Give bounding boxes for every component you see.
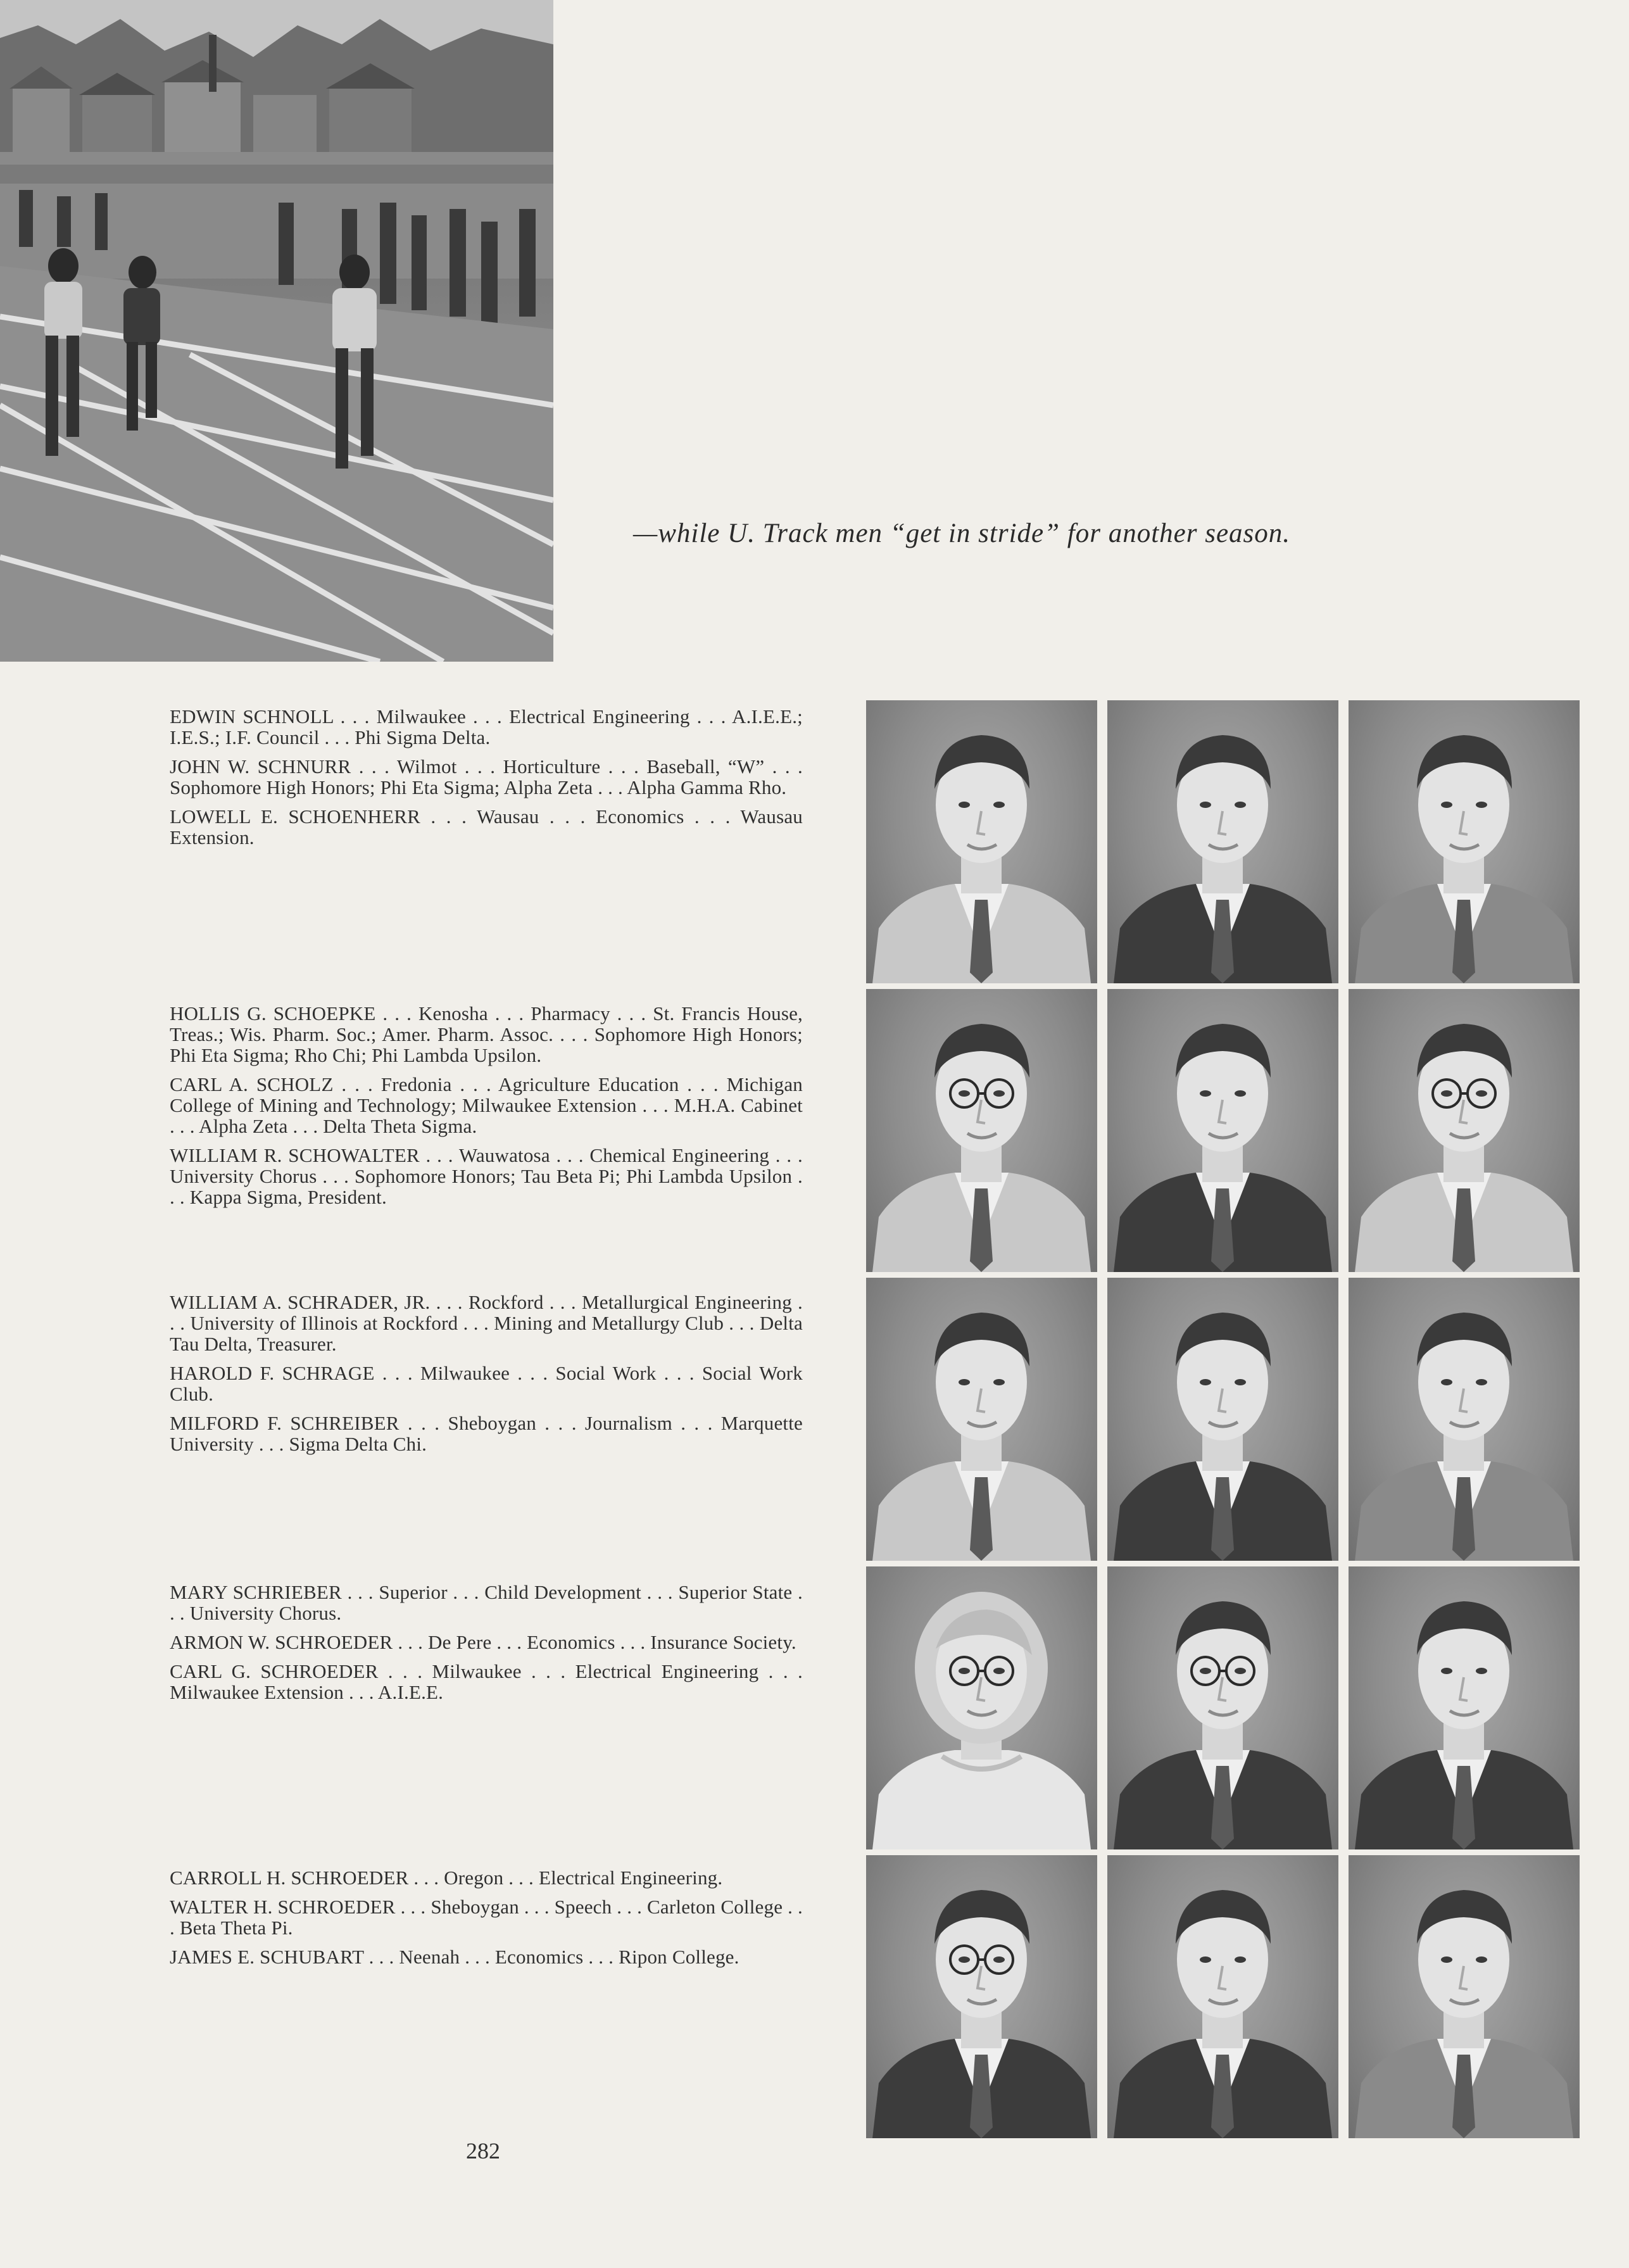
portrait-grid [866,700,1580,2139]
biography-entry: LOWELL E. SCHOENHERR . . . Wausau . . . Economics . . . Wausau Extension. [170,805,803,848]
biography-entry: WALTER H. SCHROEDER . . . Sheboygan . . . Speech . . . Carleton College . . . Beta Theta Pi. [170,1896,803,1939]
biography-entry: CARROLL H. SCHROEDER . . . Oregon . . . Electrical Engineering. [170,1867,723,1889]
entry-group-2 [170,1003,803,1216]
portrait-william-schrader [866,1278,1097,1561]
track-photo-image [0,0,553,662]
biography-entry: CARL A. SCHOLZ . . . Fredonia . . . Agriculture Education . . . Michigan College of Mining and Technology; Milwaukee Extension . . . M.H.A. Cabinet . . . Alpha Zeta . . . Delta Theta Sigma. [170,1073,803,1137]
portrait-armon-schroeder [1107,1566,1338,1849]
track-photo [0,0,553,662]
biography-entry: HAROLD F. SCHRAGE . . . Milwaukee . . . Social Work . . . Social Work Club. [170,1362,803,1405]
biography-entry: EDWIN SCHNOLL . . . Milwaukee . . . Electrical Engineering . . . A.I.E.E.; I.E.S.; I.F. Council . . . Phi Sigma Delta. [170,705,803,748]
portrait-walter-schroeder [1107,1855,1338,2138]
photo-caption: —while U. Track men “get in stride” for another season. [633,519,1291,548]
portrait-carl-schroeder [1349,1566,1580,1849]
entry-group-3 [170,1292,803,1463]
portrait-lowell-schoenherr [1349,700,1580,983]
biography-entry: JAMES E. SCHUBART . . . Neenah . . . Economics . . . Ripon College. [170,1946,739,1968]
portrait-edwin-schnoll [866,700,1097,983]
portrait-james-schubart [1349,1855,1580,2138]
entry-group-5 [170,1867,803,1975]
portrait-hollis-schoepke [866,989,1097,1272]
portrait-harold-schrage [1107,1278,1338,1561]
portrait-carl-scholz [1107,989,1338,1272]
biography-entry: WILLIAM A. SCHRADER, JR. . . . Rockford . . . Metallurgical Engineering . . . University of Illinois at Rockford . . . Mining and Metallurgy Club . . . Delta Tau Delta, Treasurer. [170,1291,803,1355]
biography-entry: CARL G. SCHROEDER . . . Milwaukee . . . Electrical Engineering . . . Milwaukee Extension . . . A.I.E.E. [170,1660,803,1703]
portrait-milford-schreiber [1349,1278,1580,1561]
biography-entry: ARMON W. SCHROEDER . . . De Pere . . . Economics . . . Insurance Society. [170,1631,796,1653]
biography-entry: WILLIAM R. SCHOWALTER . . . Wauwatosa . . . Chemical Engineering . . . University Chorus . . . Sophomore Honors; Tau Beta Pi; Phi Lambda Upsilon . . . Kappa Sigma, President. [170,1144,803,1208]
biography-entry: JOHN W. SCHNURR . . . Wilmot . . . Horticulture . . . Baseball, “W” . . . Sophomore High Honors; Phi Eta Sigma; Alpha Zeta . . . Alpha Gamma Rho. [170,755,803,798]
portrait-william-schowalter [1349,989,1580,1272]
biography-entry: HOLLIS G. SCHOEPKE . . . Kenosha . . . Pharmacy . . . St. Francis House, Treas.; Wis. Pharm. Soc.; Amer. Pharm. Assoc. . . . Sophomore High Honors; Phi Eta Sigma; Rho Chi; Phi Lambda Upsilon. [170,1002,803,1066]
portrait-carroll-schroeder [866,1855,1097,2138]
biography-entry: MARY SCHRIEBER . . . Superior . . . Child Development . . . Superior State . . . University Chorus. [170,1581,803,1624]
biography-entry: MILFORD F. SCHREIBER . . . Sheboygan . . . Journalism . . . Marquette University . . . Sigma Delta Chi. [170,1412,803,1455]
entry-group-4 [170,1582,803,1711]
portrait-john-schnurr [1107,700,1338,983]
portrait-mary-schrieber [866,1566,1097,1849]
page-number: 282 [466,2138,500,2164]
entry-group-1 [170,706,803,856]
